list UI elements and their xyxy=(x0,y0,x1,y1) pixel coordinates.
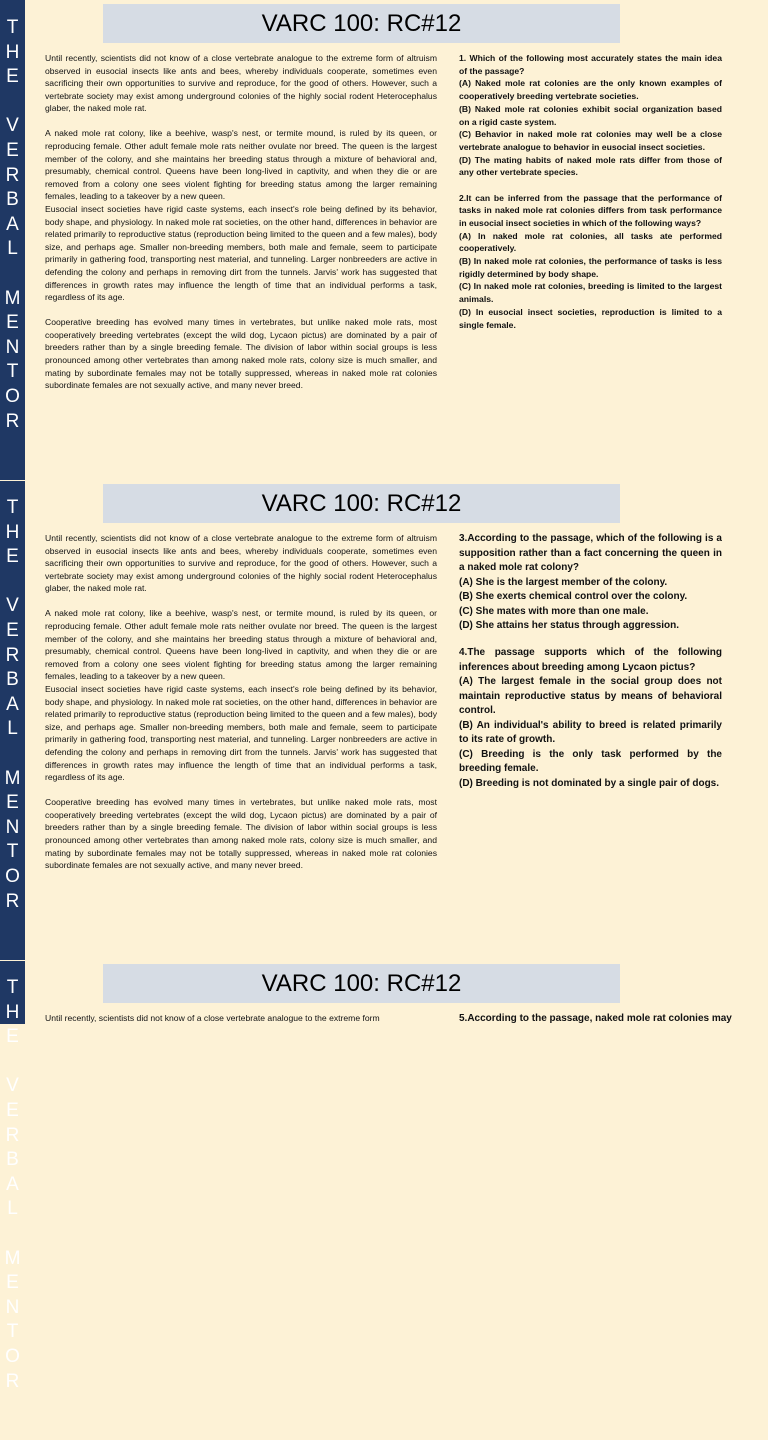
sidebar-letter: V xyxy=(6,1075,19,1097)
answer-option[interactable]: (A) The largest female in the social group does not maintain reproductive status by means of behavioral control. xyxy=(459,676,722,716)
sidebar-letter: N xyxy=(5,336,20,358)
sidebar-letter: E xyxy=(6,139,19,161)
answer-option[interactable]: (B) An individual's ability to breed is related primarily to its rate of growth. xyxy=(459,719,722,745)
question-stem: 1. Which of the following most accurately states the main idea of the passage? xyxy=(459,53,722,76)
sidebar-letter: E xyxy=(6,546,19,568)
sidebar-letter: R xyxy=(5,1370,20,1392)
sidebar-brand-text xyxy=(0,480,25,960)
question-stem: 2.It can be inferred from the passage that the performance of tasks in naked mole rat colonies differs from task performance in eusocial insect societies in which of the following ways? xyxy=(459,192,722,228)
passage xyxy=(45,532,437,872)
sidebar-brand-text xyxy=(0,0,25,480)
sidebar-letter: E xyxy=(6,1272,19,1294)
answer-option[interactable]: (C) She mates with more than one male. xyxy=(459,605,649,617)
sidebar-letter: H xyxy=(5,1001,20,1023)
slide-2 xyxy=(4,480,768,960)
sidebar-letter: A xyxy=(6,693,19,715)
sidebar-letter: H xyxy=(5,521,20,543)
answer-option[interactable]: (A) In naked mole rat colonies, all tasks ate performed cooperatively. xyxy=(459,230,722,254)
answer-option[interactable]: (D) She attains her status through aggression. xyxy=(459,620,680,631)
sidebar-letter: A xyxy=(6,1173,19,1195)
sidebar-letter: R xyxy=(5,644,20,666)
answer-option[interactable]: (D) The mating habits of naked mole rats differ from those of any other vertebrate species. xyxy=(459,154,722,178)
sidebar-letter: T xyxy=(6,17,19,38)
slide-title: VARC 100: RC#12 xyxy=(103,964,620,1003)
answer-option[interactable]: (B) In naked mole rat colonies, the performance of tasks is less rigidly determined by body shape. xyxy=(459,256,722,279)
sidebar-letter: B xyxy=(6,669,19,691)
sidebar-letter: E xyxy=(6,1026,19,1048)
answer-option[interactable]: (B) Naked mole rat colonies exhibit social organization based on a rigid caste system. xyxy=(459,103,722,127)
sidebar-letter: E xyxy=(6,312,19,334)
answer-option[interactable]: (C) Breeding is the only task performed by the breeding female. xyxy=(459,748,722,774)
passage-paragraph: A naked mole rat colony, like a beehive, wasp's nest, or termite mound, is ruled by its queen, or reproducing female. Other adult female mole rats neither ovulate nor breed. The queen is the largest member of the colony, and she maintains her breeding status through a mixture of behavioral and, presumably, chemical control. Queens have been long-lived in captivity, and when they die or are removed from a colony one sees violent fighting for breeding status among the larger remaining females, leading to a takeover by a new queen. xyxy=(45,608,437,682)
sidebar-letter: T xyxy=(6,497,19,518)
sidebar-letter: H xyxy=(5,41,20,63)
answer-option[interactable]: (A) Naked mole rat colonies are the only known examples of cooperatively breeding vertebrate societies. xyxy=(459,78,722,102)
sidebar-letter: E xyxy=(6,619,19,641)
passage-paragraph: Until recently, scientists did not know of a close vertebrate analogue to the extreme form of altruism observed in eusocial insects like ants and bees, whereby individuals cooperate, sometimes even sacrificing their own opportunities to survive and reproduce, for the good of others. However, such a vertebrate society may exist among underground colonies of the highly social rodent Heterocephalus glaber, the naked mole rat. xyxy=(45,533,437,594)
sidebar-letter: E xyxy=(6,66,19,88)
sidebar-letter: T xyxy=(6,361,19,383)
slide-title: VARC 100: RC#12 xyxy=(103,4,620,43)
question-stem: 5.According to the passage, naked mole rat colonies may xyxy=(459,1013,732,1024)
sidebar-letter: E xyxy=(6,1099,19,1121)
sidebar-letter: B xyxy=(6,1149,19,1171)
sidebar-letter: M xyxy=(4,287,21,309)
passage-paragraph: Cooperative breeding has evolved many times in vertebrates, but unlike naked mole rats, most cooperatively breeding vertebrates (except the wild dog, Lycaon pictus) are dominated by a pair of breeders rather than by a single breeding female. The division of labor within social groups is less pronounced among other vertebrates than among naked mole rats, colony size is much smaller, and mating by subordinate females may not be totally suppressed, whereas in naked mole rat colonies subordinate females are not sexually active, and many never breed. xyxy=(45,317,437,391)
sidebar-letter: R xyxy=(5,410,20,432)
sidebar-letter: A xyxy=(6,213,19,235)
questions xyxy=(459,52,722,331)
sidebar-letter: B xyxy=(6,189,19,211)
question-stem: 4.The passage supports which of the following inferences about breeding among Lycaon pictus? xyxy=(459,647,722,673)
answer-option[interactable]: (C) In naked mole rat colonies, breeding is limited to the largest animals. xyxy=(459,281,722,305)
slide-title: VARC 100: RC#12 xyxy=(103,484,620,523)
sidebar-letter: V xyxy=(6,115,19,137)
passage-paragraph: Until recently, scientists did not know of a close vertebrate analogue to the extreme form of altruism observed in eusocial insects like ants and bees, whereby individuals cooperate, sometimes even sacrificing their own opportunities to survive and reproduce, for the good of others. However, such a vertebrate society may exist among underground colonies of the highly social rodent Heterocephalus glaber, the naked mole rat. xyxy=(45,53,437,114)
sidebar-letter: L xyxy=(7,718,18,740)
answer-option[interactable]: (D) Breeding is not dominated by a single pair of dogs. xyxy=(459,777,720,789)
sidebar-letter: T xyxy=(6,1321,19,1343)
passage xyxy=(45,1012,437,1025)
passage-paragraph: Eusocial insect societies have rigid caste systems, each insect's role being defined by its behavior, body shape, and physiology. In naked mole rat societies, on the other hand, differences in behavior are related primarily to reproductive status (reproduction being limited to the queen and a few males), body size, and perhaps age. Smaller non-breeding members, both male and female, seem to participate primarily in gathering food, transporting nest material, and tunneling. Larger nonbreeders are active in defending the colony and perhaps in removing dirt from the tunnels. Jarvis' work has suggested that differences in growth rates may influence the length of time that an individual performs a task, regardless of its age. xyxy=(45,684,437,783)
sidebar-letter: E xyxy=(6,792,19,814)
question-stem: 3.According to the passage, which of the following is a supposition rather than a fact concerning the queen in a naked mole rat colony? xyxy=(459,533,722,573)
slide-3 xyxy=(4,960,768,1440)
sidebar-brand-text xyxy=(0,960,25,1440)
sidebar-letter: M xyxy=(4,767,21,789)
passage-paragraph: Until recently, scientists did not know of a close vertebrate analogue to the extreme form xyxy=(45,1013,380,1023)
sidebar-letter: M xyxy=(4,1247,21,1269)
passage-paragraph: Cooperative breeding has evolved many times in vertebrates, but unlike naked mole rats, most cooperatively breeding vertebrates (except the wild dog, Lycaon pictus) are dominated by a pair of breeders rather than by a single breeding female. The division of labor within social groups is less pronounced among other vertebrates than among naked mole rats, colony size is much smaller, and mating by subordinate females may not be totally suppressed, whereas in naked mole rat colonies subordinate females are not sexually active, and many never breed. xyxy=(45,797,437,871)
sidebar-letter: R xyxy=(5,890,20,912)
questions xyxy=(459,532,722,791)
passage-paragraph: Eusocial insect societies have rigid caste systems, each insect's role being defined by its behavior, body shape, and physiology. In naked mole rat societies, on the other hand, differences in behavior are related primarily to reproductive status (reproduction being limited to the queen and a few males), body size, and perhaps age. Smaller non-breeding members, both male and female, seem to participate primarily in gathering food, transporting nest material, and tunneling. Larger nonbreeders are active in defending the colony and perhaps in removing dirt from the tunnels. Jarvis' work has suggested that differences in growth rates may influence the length of time that an individual performs a task, regardless of its age. xyxy=(45,204,437,303)
sidebar-letter: T xyxy=(6,841,19,863)
sidebar-letter: V xyxy=(6,595,19,617)
sidebar-letter: O xyxy=(5,1345,20,1367)
sidebar-letter: L xyxy=(7,1198,18,1220)
sidebar-letter: O xyxy=(5,385,20,407)
answer-option[interactable]: (B) She exerts chemical control over the colony. xyxy=(459,591,688,602)
sidebar-letter: O xyxy=(5,865,20,887)
sidebar-letter: R xyxy=(5,1124,20,1146)
sidebar-letter: L xyxy=(7,238,18,260)
answer-option[interactable]: (C) Behavior in naked mole rat colonies may well be a close vertebrate analogue to behavior in eusocial insect societies. xyxy=(459,129,722,152)
sidebar-letter: N xyxy=(5,1296,20,1318)
passage-paragraph: A naked mole rat colony, like a beehive, wasp's nest, or termite mound, is ruled by its queen, or reproducing female. Other adult female mole rats neither ovulate nor breed. The queen is the largest member of the colony, and she maintains her breeding status through a mixture of behavioral and, presumably, chemical control. Queens have been long-lived in captivity, and when they die or are removed from a colony one sees violent fighting for breeding status among the larger remaining females, leading to a takeover by a new queen. xyxy=(45,128,437,202)
sidebar-letter: N xyxy=(5,816,20,838)
passage xyxy=(45,52,437,392)
sidebar-letter: R xyxy=(5,164,20,186)
questions xyxy=(459,1012,732,1027)
slide-1 xyxy=(4,0,768,480)
answer-option[interactable]: (A) She is the largest member of the colony. xyxy=(459,576,668,588)
sidebar-letter: T xyxy=(6,977,19,998)
answer-option[interactable]: (D) In eusocial insect societies, reproduction is limited to a single female. xyxy=(459,306,722,330)
